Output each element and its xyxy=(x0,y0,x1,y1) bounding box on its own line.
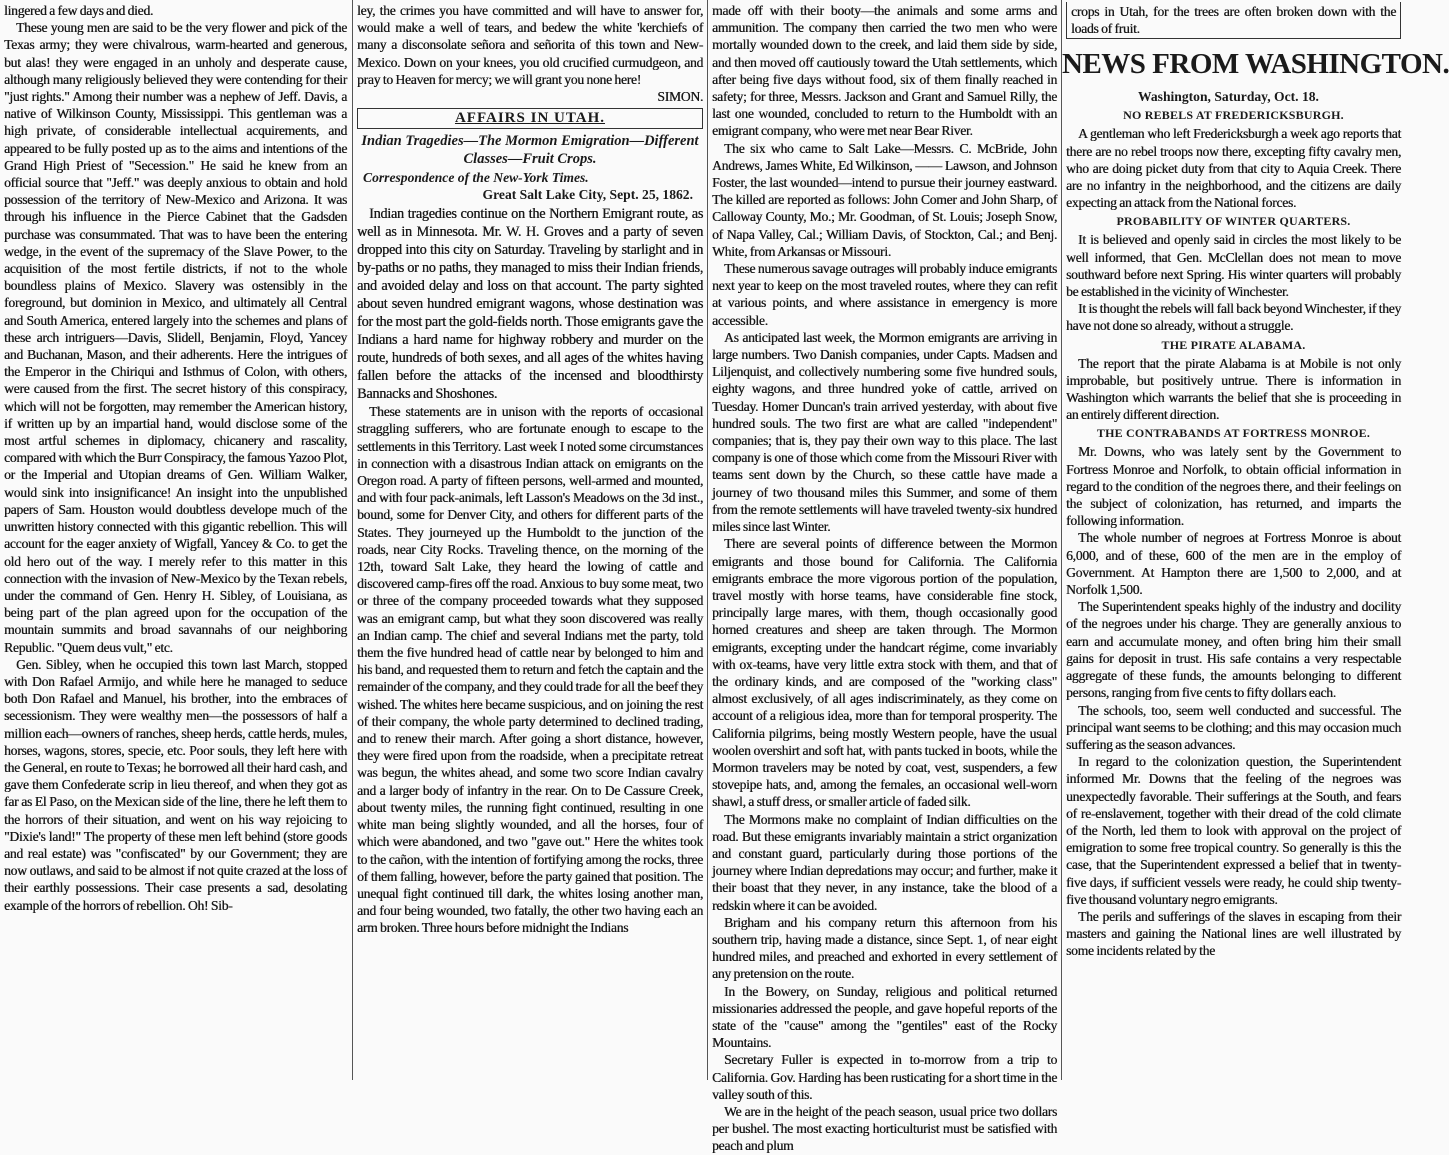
column-1 xyxy=(0,0,351,914)
continued-box xyxy=(1066,2,1401,39)
paragraph: lingered a few days and died. xyxy=(4,3,154,18)
dateline: Great Salt Lake City, Sept. 25, 1862. xyxy=(482,187,693,203)
paragraph: We are in the height of the peach season, usual price two dollars per bushel. The most exacting horticulturist must be satisfied with peach and plum xyxy=(712,1104,1057,1154)
paragraph: In the Bowery, on Sunday, religious and political returned missionaries addressed the people, and gave hopeful reports of the state of the "cause" among the "gentiles" east of the Rocky Mountains. xyxy=(712,983,1057,1051)
paragraph: Mr. Downs, who was lately sent by the Government to Fortress Monroe and Norfolk, to obtain official information in regard to the condition of the negroes there, and their feelings on the subject of colonization, has returned, and imparts the following information. xyxy=(1066,444,1401,529)
column-2 xyxy=(353,0,707,937)
paragraph: Gen. Sibley, when he occupied this town last March, stopped with Don Rafael Armijo, and while here he managed to seduce both Don Rafael and Manuel, his brother, into the embraces of secessionism. They were wealthy men—the possessors of half a million each—owners of ranches, sheep herds, cattle herds, mules, horses, wagons, stores, specie, etc. Poor souls, they left here with the General, en route to Texas; he borrowed all their hard cash, and gave them Confederate scrip in lieu thereof, and when they got as far as El Paso, on the Mexican side of the line, there he left them to the horrors of their situation, and went on his way rejoicing to "Dixie's land!" The property of these men left behind (store goods and real estate) was "confiscated" by our Government; they are now outlaws, and said to be almost if not quite crazed at the loss of their earthly possessions. Their case presents a sad, desolating example of the horrors of rebellion. Oh! Sib- xyxy=(4,656,347,913)
paragraph: As anticipated last week, the Mormon emigrants are arriving in large numbers. Two Danish companies, under Capts. Madsen and Liljenquist, and collectively numbering some five hundred souls, eighty wagons, and three hundred yoke of cattle, arrived on Tuesday. Homer Duncan's train arrived yesterday, with about five hundred souls. The two first are what are called "independent" companies; that is, they pay their own way to this place. The last company is one of those which come from the Missouri River with teams sent down by the Church, so these cattle have made a journey of two thousand miles this Summer, and some of them from the remote settlements will have traveled twenty-six hundred miles since last Winter. xyxy=(712,329,1057,535)
dateline: Washington, Saturday, Oct. 18. xyxy=(1138,89,1319,105)
paragraph: The whole number of negroes at Fortress Monroe is about 6,000, and of these, 600 of the men are in the employ of Government. At Hampton there are 1,500 to 2,000, and at Norfolk 1,500. xyxy=(1066,530,1401,598)
paragraph: These numerous savage outrages will probably induce emigrants next year to keep on the most traveled routes, where they can refit at various points, and where assistance in emergency is more accessible. xyxy=(712,261,1057,328)
paragraph: A gentleman who left Fredericksburgh a week ago reports that there are no rebel troops now there, excepting fifty cavalry men, who are doing picket duty from that city to Aquia Creek. There are no infantry in the neighborhood, and the citizens are daily expecting an attack from the National forces. xyxy=(1066,126,1401,211)
paragraph: There are several points of difference between the Mormon emigrants and those bound for California. The California emigrants embrace the more vigorous portion of the population, travel mostly with horse teams, have considerable fine stock, principally large mares, with them, though occasionally good horned creatures and sheep are taken through. The Mormon emigrants, excepting under the handcart régime, come invariably with ox-teams, have very little extra stock with them, and that of the ordinary kinds, and are composed of the "working class" almost exclusively, of all ages indiscriminately, as they come on account of a religious idea, more than for temporal prosperity. The California pilgrims, being mostly Western people, have the usual woolen overshirt and soft hat, with pants tucked in boots, while the Mormon travelers may be noted by coat, vest, suspenders, a few stovepipe hats, and, among the females, an occasional well-worn shawl, a stuff dress, or smaller article of faded silk. xyxy=(712,536,1057,810)
paragraph: It is thought the rebels will fall back beyond Winchester, if they have not done so already, without a struggle. xyxy=(1066,301,1401,334)
paragraph: made off with their booty—the animals and some arms and ammunition. The company then carried the two men who were mortally wounded down to the creek, and laid them side by side, and then moved off cautiously toward the Utah settlements, which after being five days without food, six of them finally reached in safety; for three, Messrs. Jackson and Grant and Samuel Rilly, the last one wounded, concluded to return to the Humboldt with an emigrant company, who were met near Bear River. xyxy=(712,3,1057,139)
paragraph: crops in Utah, for the trees are often broken down with the loads of fruit. xyxy=(1071,4,1396,37)
section-heading: NO REBELS AT FREDERICKSBURGH. xyxy=(1123,108,1344,123)
subheadline: Indian Tragedies—The Mormon Emigration—Different Classes—Fruit Crops. xyxy=(361,133,699,168)
section-heading: THE PIRATE ALABAMA. xyxy=(1161,337,1306,352)
headline: NEWS FROM WASHINGTON. xyxy=(1062,48,1449,81)
paragraph: The six who came to Salt Lake—Messrs. C. McBride, John Andrews, James White, Ed Wilkinson, —— Lawson, and Johnson Foster, the last wounded—intend to pursue their journey eastward. The killed are reported as follows: John Comer and John Sharp, of Calloway County, Mo.; Mr. Goodman, of St. Louis; Joseph Snow, of Napa Valley, Cal.; William Davis, of Stockton, Cal.; and Benj. White, from Arkansas or Missouri. xyxy=(712,140,1057,259)
paragraph: In regard to the colonization question, the Superintendent informed Mr. Downs that the feeling of the negroes was unexpectedly favorable. Their sufferings at the South, and fears of re-enslavement, together with their dread of the cold climate of the North, led them to look with approval on the project of emigration to some free tropical country. So generally is this the case, that the Superintendent expressed a belief that in twenty-five days, if sufficient vessels were ready, he could ship twenty-five thousand voluntary negro emigrants. xyxy=(1066,754,1401,907)
signature: SIMON. xyxy=(657,89,703,105)
paragraph: The schools, too, seem well conducted and successful. The principal want seems to be clothing; and this may occasion much suffering as the season advances. xyxy=(1066,702,1401,752)
section-heading: PROBABILITY OF WINTER QUARTERS. xyxy=(1116,214,1351,229)
paragraph: These young men are said to be the very flower and pick of the Texas army; they were chivalrous, warm-hearted and generous, but alas! they were engaged in an unholy and desperate cause, although many religiously believed they were contending for their "just rights." Among their number was a nephew of Jeff. Davis, a native of Wilkinson County, Mississippi. This gentleman was a high private, of considerable intellectual acquirements, and appeared to be fully posted up as to the aims and intentions of the Grand High Priest of "Secession." He said he knew from an official source that "Jeff." was deeply anxious to obtain and hold possession of the territory of New-Mexico and Arizona. It was through his influence in the Pierce Cabinet that the Gadsden purchase was consummated. That was to have been the entering wedge, in the event of the supremacy of the Slave Power, to the acquisition of the most fertile districts, if not to the whole boundless plains of Mexico. Slavery was ostensibly in the foreground, but dominion in Mexico, and ultimately all Central and South America, entered largely into the schemes and plans of these arch intriguers—Davis, Slidell, Benjamin, Floyd, Yancey and Buchanan, Mason, and their adherents. Here the intrigues of the Emperor in the Chiriqui and Isthmus of Colon, with others, were caused from the first. The secret history of this conspiracy, which will not be forgotten, may remember the American history, if written up by an impartial hand, would disclose some of the most artful schemes in diplomacy, chicanery and rascality, compared with which the Burr Conspiracy, the famous Yazoo Plot, or the Imperial and Utopian dreams of Gen. William Walker, would sink into insignificance! An insight into the unpublished papers of Sam. Houston would doubtless develope much of the unwritten history connected with this gigantic rebellion. This will account for the eager anxiety of Wigfall, Yancey & Co. to get the old hero out of the way. I merely refer to this matter in this connection with the invasion of New-Mexico by the Texan rebels, under the command of Gen. Henry H. Sibley, of Louisiana, as being part of the plan agreed upon for the occupation of the mountain summits and broad savannahs of our neighboring Republic. "Quem deus vult," etc. xyxy=(4,20,347,655)
column-4 xyxy=(1062,0,1449,960)
paragraph: Secretary Fuller is expected in to-morrow from a trip to California. Gov. Harding has been rusticating for a short time in the valley south of this. xyxy=(712,1052,1057,1102)
paragraph: The Superintendent speaks highly of the industry and docility of the negroes under his charge. They are generally anxious to earn and accumulate money, and often bring him their small gains for deposit in trust. His safe contains a very respectable aggregate of these funds, the amounts belonging to different persons, ranging from five cents to fifty dollars each. xyxy=(1066,599,1401,701)
paragraph: ley, the crimes you have committed and will have to answer for, would make a well of tears, and bedew the white 'kerchiefs of many a disconsolate señora and señorita of this town and New-Mexico. Down on your knees, you old crucified curmudgeon, and pray to Heaven for mercy; we will grant you none here! xyxy=(357,3,703,87)
paragraph: The report that the pirate Alabama is at Mobile is not only improbable, but positively untrue. There is information in Washington which warrants the belief that she is proceeding in an entirely different direction. xyxy=(1066,355,1401,423)
paragraph: The Mormons make no complaint of Indian difficulties on the road. But these emigrants invariably maintain a strict organization and constant guard, particularly during those portions of the journey where Indian depredations may occur; and further, make it their boast that they never, in any instance, take the blood of a redskin where it can be avoided. xyxy=(712,811,1057,913)
paragraph: It is believed and openly said in circles the most likely to be well informed, that Gen. McClellan does not mean to move southward before next Spring. His winter quarters will probably be established in the vicinity of Winchester. xyxy=(1066,232,1401,300)
paragraph: These statements are in unison with the reports of occasional straggling sufferers, who are fortunate enough to escape to the settlements in this Territory. Last week I noted some circumstances in connection with a disastrous Indian attack on emigrants on the Oregon road. A party of fifteen persons, well-armed and mounted, and with four pack-animals, left Lasson's Meadows on the 3d inst., bound, some for Denver City, and others for different parts of the States. They journeyed up the Humboldt to the junction of the roads, near City Rocks. Traveling thence, on the morning of the 12th, toward Salt Lake, they heard the lowing of cattle and discovered camp-fires off the road. Anxious to buy some meat, two or three of the company proceeded towards what they supposed was an emigrant camp, but what they soon discovered was really an Indian camp. The chief and several Indians met the party, told them the five hundred head of cattle near by belonged to him and his band, and requested them to return and fetch the captain and the remainder of the company, and they could trade for all the beef they wished. The whites here became suspicious, and on joining the rest of their company, the whole party determined to declined trading, and to renew their march. After going a short distance, however, they were fired upon from the roadside, when a precipitate retreat was begun, the whites ahead, and some two score Indian cavalry and a larger body of infantry in the rear. On to De Cassure Creek, about twenty miles, the running fight continued, resulting in one white man being slightly wounded, and all the horses, four of which were abandoned, and two "gave out." Here the whites took to the cañon, with the intention of fortifying among the rocks, three of them falling, however, before the party gained that position. The unequal fight continued till dark, the whites losing another man, and four being wounded, two fatally, the other two having each an arm broken. Three hours before midnight the Indians xyxy=(357,404,703,936)
paragraph: The perils and sufferings of the slaves in escaping from their masters and gaining the National lines are well illustrated by some incidents related by the xyxy=(1066,908,1401,959)
correspondence-line: Correspondence of the New-York Times. xyxy=(363,170,589,186)
paragraph: Indian tragedies continue on the Northern Emigrant route, as well as in Minnesota. Mr. W. H. Groves and a party of seven dropped into this city on Saturday. Traveling by starlight and in by-paths or no paths, they managed to miss their Indian friends, and avoided delay and loss on that account. The party sighted about seven hundred emigrant wagons, whose destination was for the most part the gold-fields north. Those emigrants gave the Indians a hard name for highway robbery and murder on the route, hundreds of both sexes, and all ages of the whites having fallen before the attacks of the incensed and bloodthirsty Bannacks and Shoshones. xyxy=(357,206,703,403)
column-3 xyxy=(708,0,1061,1155)
affairs-in-utah-header xyxy=(357,108,703,129)
headline: AFFAIRS IN UTAH. xyxy=(454,110,606,127)
section-heading: THE CONTRABANDS AT FORTRESS MONROE. xyxy=(1096,426,1371,441)
paragraph: Brigham and his company return this afternoon from his southern trip, having made a distance, since Sept. 1, of near eight hundred miles, and preached and exhorted in every settlement of any pretension on the route. xyxy=(712,914,1057,982)
